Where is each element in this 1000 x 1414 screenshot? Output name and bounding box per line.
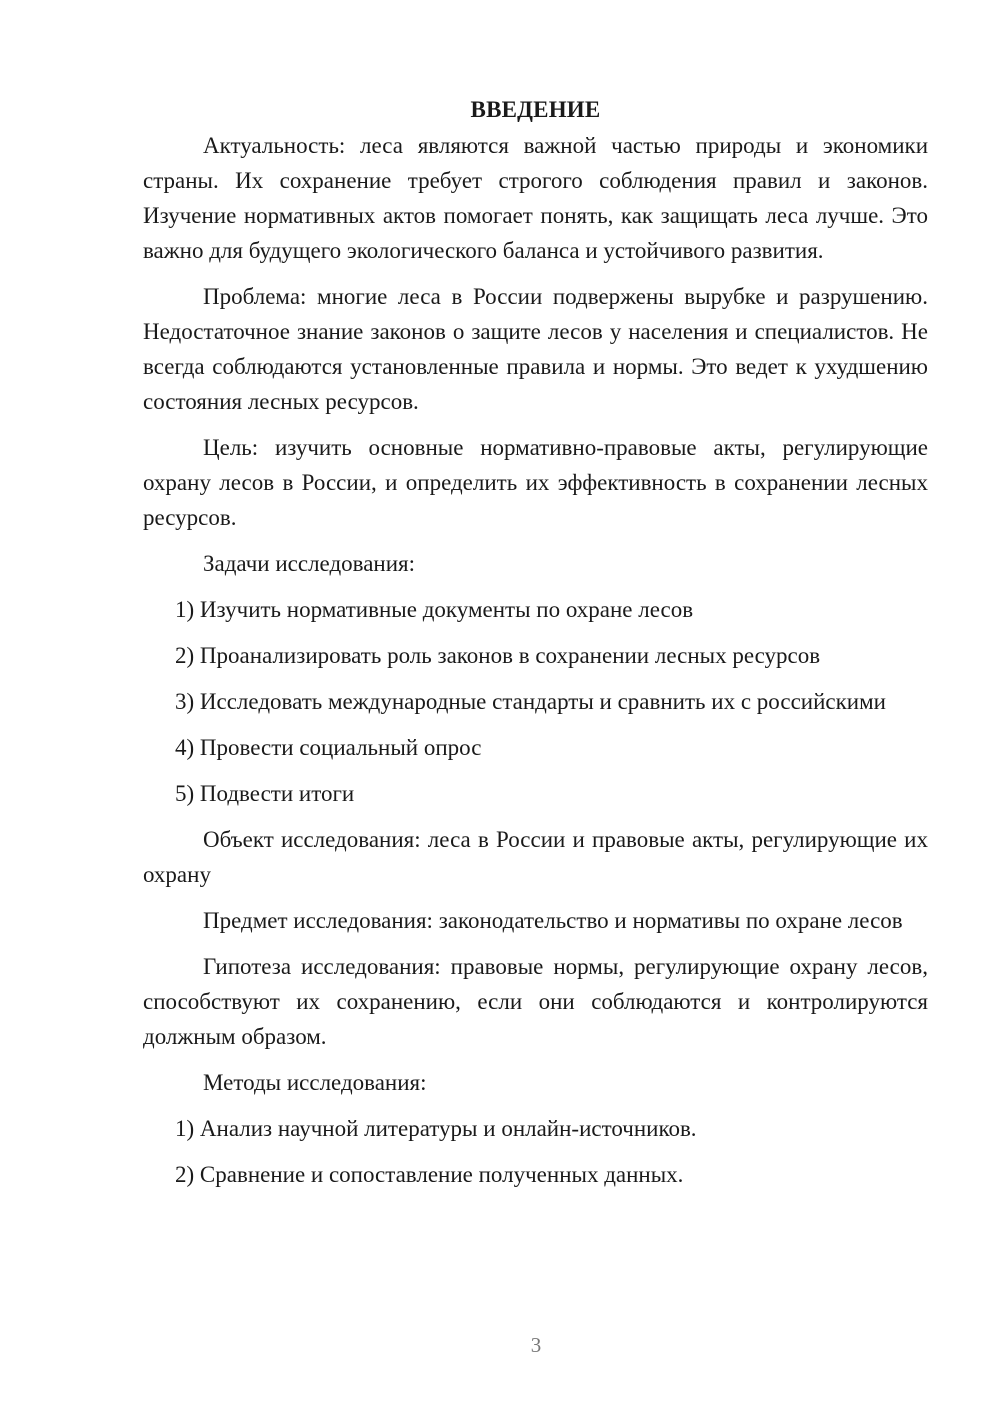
hypothesis-paragraph: Гипотеза исследования: правовые нормы, регулирующие охрану лесов, способствуют их сохранению, если они соблюдаются и контролируются должным образом.	[143, 954, 928, 1049]
problem-paragraph: Проблема: многие леса в России подвержены вырубке и разрушению. Недостаточное знание законов о защите лесов у населения и специалистов. Не всегда соблюдаются установленные правила и нормы. Это ведет к ухудшению состояния лесных ресурсов.	[143, 284, 928, 414]
page-title: ВВЕДЕНИЕ	[470, 97, 601, 122]
document-page	[143, 92, 928, 1203]
task-item-1: 1) Изучить нормативные документы по охране лесов	[175, 597, 694, 622]
goal-paragraph: Цель: изучить основные нормативно-правовые акты, регулирующие охрану лесов в России, и определить их эффективность в сохранении лесных ресурсов.	[143, 435, 928, 530]
task-item-3: 3) Исследовать международные стандарты и сравнить их с российскими	[175, 689, 886, 714]
task-item-5: 5) Подвести итоги	[175, 781, 355, 806]
method-item-1: 1) Анализ научной литературы и онлайн-источников.	[175, 1116, 697, 1141]
tasks-heading: Задачи исследования:	[203, 551, 416, 576]
task-item-4: 4) Провести социальный опрос	[175, 735, 482, 760]
page-number: 3	[530, 1333, 542, 1357]
method-item-2: 2) Сравнение и сопоставление полученных данных.	[175, 1162, 684, 1187]
subject-paragraph: Предмет исследования: законодательство и нормативы по охране лесов	[203, 908, 903, 933]
methods-heading: Методы исследования:	[203, 1070, 427, 1095]
object-paragraph: Объект исследования: леса в России и правовые акты, регулирующие их охрану	[143, 827, 928, 887]
task-item-2: 2) Проанализировать роль законов в сохранении лесных ресурсов	[175, 643, 821, 668]
relevance-paragraph: Актуальность: леса являются важной частью природы и экономики страны. Их сохранение требует строгого соблюдения правил и законов. Изучение нормативных актов помогает понять, как защищать леса лучше. Это важно для будущего экологического баланса и устойчивого развития.	[143, 133, 928, 263]
